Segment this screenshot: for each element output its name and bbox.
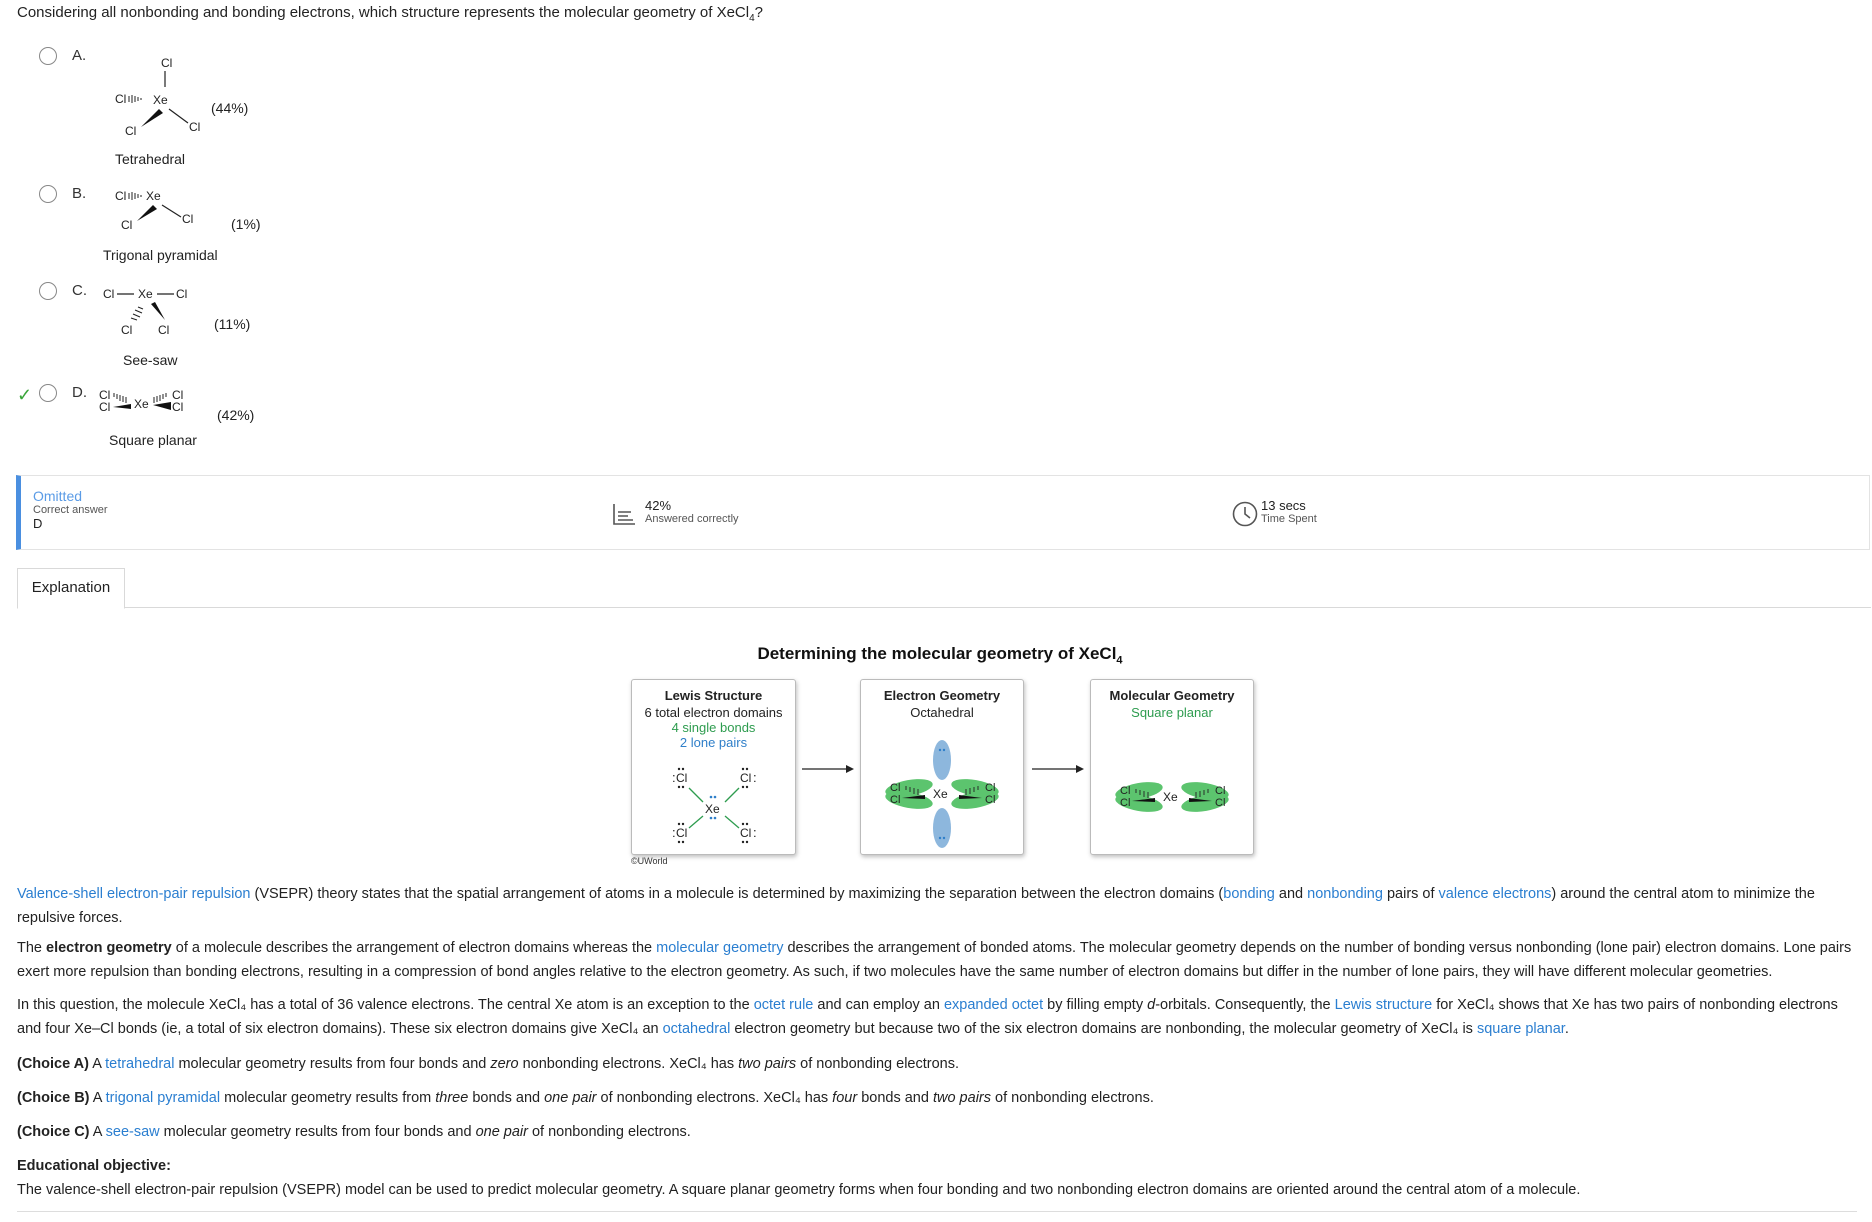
radio-b[interactable] bbox=[39, 185, 57, 203]
link-square-planar[interactable]: square planar bbox=[1476, 1021, 1565, 1037]
choice-b-explanation: (Choice B) A trigonal pyramidal molecular geometry results from three bonds and one pair of nonbonding electrons. XeCl₄ has four bonds and two pairs of nonbonding electrons. bbox=[17, 1090, 1154, 1106]
choice-letter-d: D. bbox=[72, 384, 87, 401]
tab-explanation[interactable]: Explanation bbox=[17, 568, 125, 609]
radio-c[interactable] bbox=[39, 282, 57, 300]
bar-chart-icon bbox=[611, 501, 637, 527]
choice-letter-c: C. bbox=[72, 282, 87, 299]
copyright: ©UWorld bbox=[631, 856, 668, 866]
svg-text:Cl: Cl bbox=[172, 400, 184, 414]
geometry-name-a: Tetrahedral bbox=[115, 151, 186, 167]
time-value: 13 secs bbox=[1261, 498, 1306, 513]
svg-text:Xe: Xe bbox=[933, 787, 948, 801]
svg-text:Cl: Cl bbox=[99, 388, 111, 402]
geometry-name-d: Square planar bbox=[109, 432, 197, 448]
svg-text::: : bbox=[753, 825, 757, 840]
svg-text:Cl: Cl bbox=[890, 782, 901, 794]
svg-text:Cl: Cl bbox=[1120, 797, 1131, 809]
svg-text::: : bbox=[672, 770, 676, 785]
link-molecular-geometry[interactable]: molecular geometry bbox=[656, 940, 784, 956]
link-vsepr[interactable]: Valence-shell electron-pair repulsion bbox=[17, 886, 251, 902]
radio-a[interactable] bbox=[39, 47, 57, 65]
lewis-line3: 2 lone pairs bbox=[679, 735, 748, 750]
link-expanded-octet[interactable]: expanded octet bbox=[943, 997, 1044, 1013]
stats-bar bbox=[16, 475, 1870, 550]
lewis-diagram bbox=[632, 766, 795, 856]
svg-text:Xe: Xe bbox=[1163, 790, 1178, 804]
choice-a[interactable] bbox=[17, 45, 417, 165]
clock-icon bbox=[1231, 500, 1259, 528]
molecular-title: Molecular Geometry bbox=[1109, 688, 1235, 703]
svg-text:Xe: Xe bbox=[138, 287, 153, 301]
answer-status bbox=[33, 488, 108, 531]
percent-a: (44%) bbox=[211, 100, 249, 116]
svg-text::: : bbox=[672, 825, 676, 840]
link-see-saw[interactable]: see-saw bbox=[105, 1124, 160, 1140]
svg-text:Cl: Cl bbox=[125, 124, 137, 137]
objective-text: The valence-shell electron-pair repulsion (VSEPR) model can be used to predict molecular geometry. A square planar geometry forms when four bonding and two nonbonding electron domains are oriented around the central atom of a molecule. bbox=[17, 1182, 1581, 1198]
percent-label: Answered correctly bbox=[645, 513, 739, 525]
choice-b[interactable] bbox=[17, 183, 417, 263]
status-label: Omitted bbox=[33, 488, 83, 504]
svg-text:Cl: Cl bbox=[103, 287, 115, 301]
lewis-line1: 6 total electron domains bbox=[644, 705, 783, 720]
square-planar-diagram bbox=[1091, 768, 1253, 828]
tab-bar bbox=[17, 568, 1871, 608]
trigonal-pyramidal-structure bbox=[95, 183, 215, 233]
correct-answer-label: Correct answer bbox=[33, 504, 108, 516]
svg-text:Xe: Xe bbox=[153, 93, 168, 107]
svg-text:Cl: Cl bbox=[115, 92, 127, 106]
svg-text:Xe: Xe bbox=[146, 189, 161, 203]
svg-text:Cl: Cl bbox=[985, 794, 996, 806]
svg-text:Cl: Cl bbox=[115, 189, 127, 203]
lewis-structure-panel bbox=[631, 679, 796, 855]
svg-text:Cl: Cl bbox=[676, 826, 688, 840]
svg-text:Cl: Cl bbox=[1215, 797, 1226, 809]
tetrahedral-structure bbox=[95, 47, 215, 137]
geometry-name-b: Trigonal pyramidal bbox=[103, 247, 218, 263]
correct-check-icon: ✓ bbox=[17, 385, 33, 405]
arrow-icon bbox=[802, 764, 854, 774]
choice-d[interactable] bbox=[17, 382, 417, 452]
radio-d[interactable] bbox=[39, 384, 57, 402]
choice-c-explanation: (Choice C) A see-saw molecular geometry results from four bonds and one pair of nonbonding electrons. bbox=[17, 1124, 691, 1140]
arrow-icon bbox=[1032, 764, 1084, 774]
choice-letter-a: A. bbox=[72, 47, 87, 64]
percent-correct bbox=[645, 498, 739, 525]
figure-title: Determining the molecular geometry of XeCl$_4$ bbox=[757, 644, 1123, 667]
link-octet-rule[interactable]: octet rule bbox=[753, 997, 814, 1013]
percent-c: (11%) bbox=[214, 316, 251, 332]
svg-text:Cl: Cl bbox=[172, 388, 184, 402]
question-text: Considering all nonbonding and bonding electrons, which structure represents the molecular geometry of XeCl$_4$? bbox=[17, 4, 763, 24]
time-spent bbox=[1261, 498, 1317, 525]
electron-title: Electron Geometry bbox=[883, 688, 1001, 703]
objective-title: Educational objective: bbox=[17, 1158, 171, 1174]
svg-text::: : bbox=[753, 770, 757, 785]
svg-text:Cl: Cl bbox=[189, 120, 201, 134]
svg-text:Cl: Cl bbox=[1120, 785, 1131, 797]
svg-text:Xe: Xe bbox=[705, 802, 720, 816]
lewis-line2: 4 single bonds bbox=[671, 720, 756, 735]
svg-text:Cl: Cl bbox=[740, 826, 752, 840]
svg-text:Cl: Cl bbox=[890, 794, 901, 806]
svg-text:Cl: Cl bbox=[99, 400, 111, 414]
time-label: Time Spent bbox=[1261, 513, 1317, 525]
octahedral-diagram bbox=[861, 738, 1023, 848]
choice-a-explanation: (Choice A) A tetrahedral molecular geometry results from four bonds and zero nonbonding electrons. XeCl₄ has two pairs of nonbonding electrons. bbox=[17, 1056, 959, 1072]
svg-text:Cl: Cl bbox=[161, 56, 173, 70]
link-bonding[interactable]: bonding bbox=[1223, 886, 1275, 902]
electron-geometry-panel bbox=[860, 679, 1024, 855]
square-planar-structure bbox=[97, 388, 227, 420]
link-tetrahedral[interactable]: tetrahedral bbox=[105, 1056, 175, 1072]
svg-text:Cl: Cl bbox=[1215, 785, 1226, 797]
link-lewis-structure[interactable]: Lewis structure bbox=[1334, 997, 1433, 1013]
svg-text:Cl: Cl bbox=[740, 771, 752, 785]
percent-b: (1%) bbox=[231, 216, 261, 232]
svg-text:Cl: Cl bbox=[985, 782, 996, 794]
choice-letter-b: B. bbox=[72, 185, 87, 202]
explanation-paragraph-1: Valence-shell electron-pair repulsion (VSEPR) theory states that the spatial arrangement of atoms in a molecule is determined by maximizing the separation between the electron domains (bonding and nonbonding pairs of valence electrons) around the central atom to minimize the repulsive forces. bbox=[17, 886, 1815, 926]
svg-text:Cl: Cl bbox=[121, 323, 133, 337]
link-nonbonding[interactable]: nonbonding bbox=[1307, 886, 1383, 902]
percent-value: 42% bbox=[645, 498, 672, 513]
explanation-paragraph-3: In this question, the molecule XeCl₄ has a total of 36 valence electrons. The central Xe atom is an exception to the octet rule and can employ an expanded octet by filling empty d-orbitals. Consequently, the Lewis structure for XeCl₄ shows that Xe has two pairs of nonbonding electrons and four Xe–Cl bonds (ie, a total of six electron domains). These six electron domains give XeCl₄ an octahedral electron geometry but because two of the six electron domains are nonbonding, the molecular geometry of XeCl₄ is square planar. bbox=[17, 997, 1838, 1037]
link-trigonal-pyramidal[interactable]: trigonal pyramidal bbox=[105, 1090, 221, 1106]
divider bbox=[17, 1211, 1857, 1212]
link-valence-electrons[interactable]: valence electrons bbox=[1438, 886, 1552, 902]
molecular-geometry-panel bbox=[1090, 679, 1254, 855]
svg-text:Xe: Xe bbox=[134, 397, 149, 411]
svg-text:Cl: Cl bbox=[676, 771, 688, 785]
svg-text:Cl: Cl bbox=[121, 218, 133, 232]
explanation-paragraph-2: The electron geometry of a molecule describes the arrangement of electron domains whereas the molecular geometry describes the arrangement of bonded atoms. The molecular geometry depends on the number of bonding versus nonbonding (lone pair) electron domains. Lone pairs exert more repulsion than bonding electrons, resulting in a compression of bond angles relative to the electron geometry. As such, if two molecules have the same number of electron domains but differ in the number of lone pairs, they will have different molecular geometries. bbox=[17, 940, 1852, 980]
percent-d: (42%) bbox=[217, 407, 255, 423]
see-saw-structure bbox=[95, 280, 225, 340]
svg-text:Cl: Cl bbox=[182, 212, 194, 226]
correct-answer-value: D bbox=[33, 516, 43, 531]
svg-text:Cl: Cl bbox=[176, 287, 188, 301]
electron-line1: Octahedral bbox=[910, 705, 974, 720]
svg-text:Cl: Cl bbox=[158, 323, 170, 337]
lewis-title: Lewis Structure bbox=[664, 688, 763, 703]
choice-c[interactable] bbox=[17, 280, 417, 370]
molecular-line1: Square planar bbox=[1131, 705, 1213, 720]
link-octahedral[interactable]: octahedral bbox=[662, 1021, 731, 1037]
geometry-name-c: See-saw bbox=[123, 352, 178, 368]
